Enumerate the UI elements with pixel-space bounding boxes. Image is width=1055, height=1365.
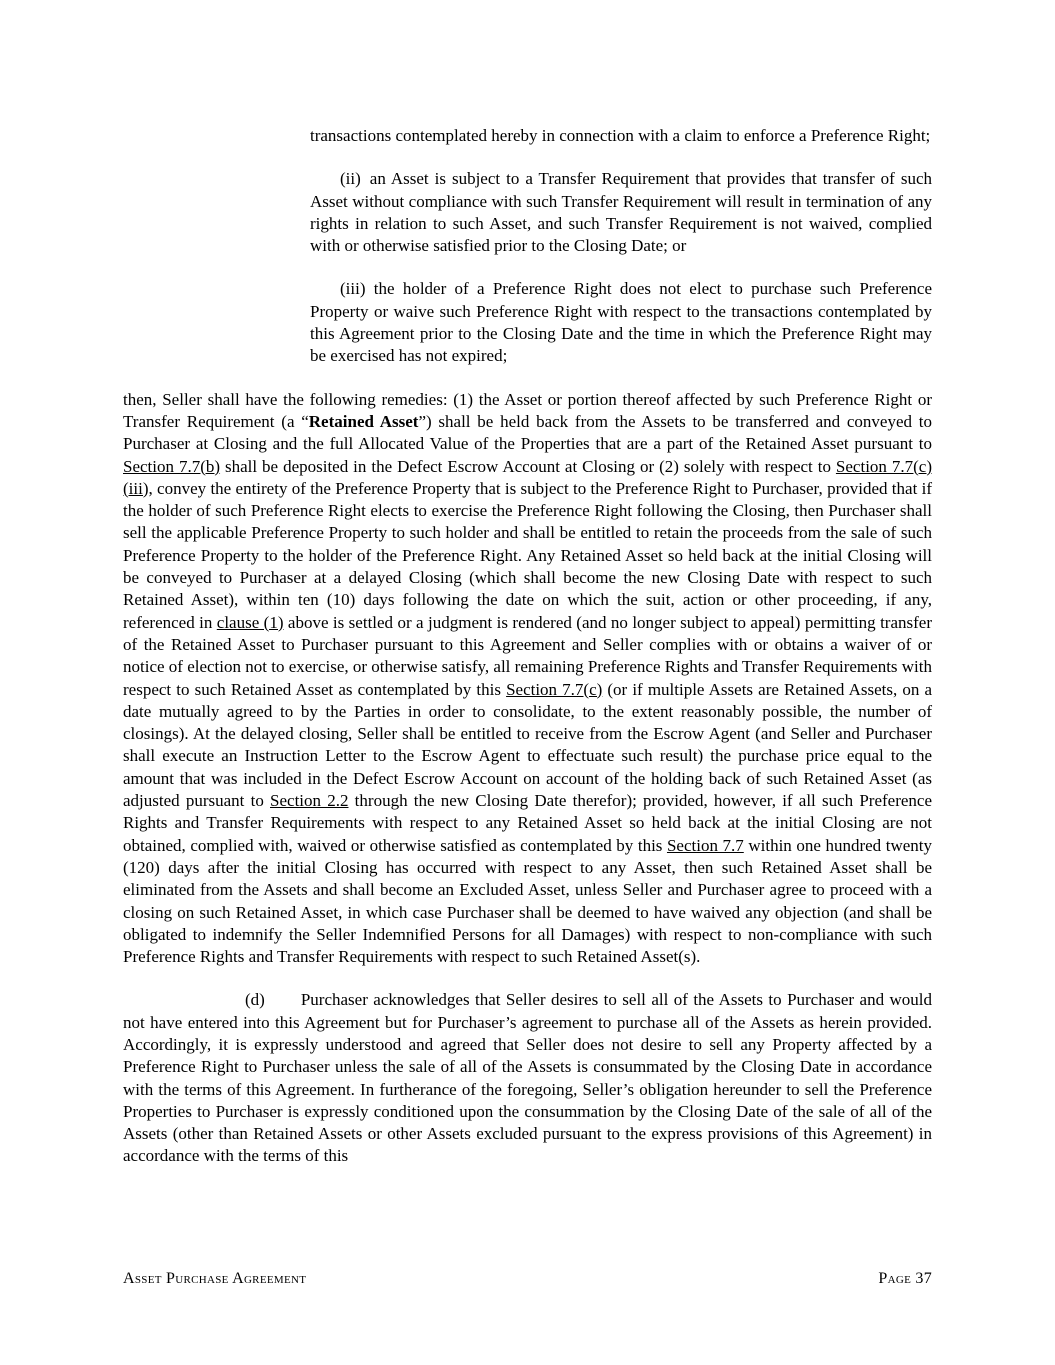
- paragraph-clause-d: (d) Purchaser acknowledges that Seller desires to sell all of the Assets to Purchaser and would not have entered into this Agreement but for Purchaser’s agreement to purchase all of the Assets as herein provided. Accordingly, it is expressly understood and agreed that Seller does not desire to sell any Property affected by a Preference Right to Purchaser unless the sale of all of the Assets is consummated by the Closing Date in accordance with the terms of this Agreement. In furtherance of the foregoing, Seller’s obligation hereunder to sell the Preference Properties to Purchaser is expressly conditioned upon the consummation by the Closing Date of the sale of all of the Assets (other than Retained Assets or other Assets excluded pursuant to the express provisions of this Agreement) in accordance with the terms of this: [123, 990, 932, 1166]
- document-body: [123, 125, 932, 1189]
- paragraph-clause-ii: (ii) an Asset is subject to a Transfer Requirement that provides that transfer of such Asset without compliance with such Transfer Requirement will result in termination of any rights in relation to such Asset, and such Transfer Requirement is not waived, complied with or otherwise satisfied prior to the Closing Date; or: [310, 169, 932, 256]
- page-footer: [123, 1268, 932, 1290]
- footer-page-number: Page 37: [878, 1270, 932, 1287]
- paragraph-clause-i-continuation: transactions contemplated hereby in connection with a claim to enforce a Preference Right;: [310, 126, 931, 145]
- paragraph-clause-iii: (iii) the holder of a Preference Right does not elect to purchase such Preference Property or waive such Preference Right with respect to the transactions contemplated by this Agreement prior to the Closing Date and the time in which the Preference Right may be exercised has not expired;: [310, 279, 932, 366]
- footer-document-title: Asset Purchase Agreement: [123, 1270, 307, 1287]
- paragraph-remedies: then, Seller shall have the following remedies: (1) the Asset or portion thereof affected by such Preference Right or Transfer Requirement (a “Retained Asset”) shall be held back from the Assets to be transferred and conveyed to Purchaser at Closing and the full Allocated Value of the Properties that are a part of the Retained Asset pursuant to Section 7.7(b) shall be deposited in the Defect Escrow Account at Closing or (2) solely with respect to Section 7.7(c)(iii), convey the entirety of the Preference Property that is subject to the Preference Right to Purchaser, provided that if the holder of such Preference Right elects to exercise the Preference Right following the Closing, then Purchaser shall sell the applicable Preference Property to such holder and shall be entitled to retain the proceeds from the sale of such Preference Property to the holder of the Preference Right. Any Retained Asset so held back at the initial Closing will be conveyed to Purchaser at a delayed Closing (which shall become the new Closing Date with respect to such Retained Asset), within ten (10) days following the date on which the suit, action or other proceeding, if any, referenced in clause (1) above is settled or a judgment is rendered (and no longer subject to appeal) permitting transfer of the Retained Asset to Purchaser pursuant to this Agreement and Seller complies with or obtains a waiver of or notice of election not to exercise, or otherwise satisfy, all remaining Preference Rights and Transfer Requirements with respect to such Retained Asset as contemplated by this Section 7.7(c) (or if multiple Assets are Retained Assets, on a date mutually agreed to by the Parties in order to consolidate, to the extent reasonably possible, the number of closings). At the delayed closing, Seller shall be entitled to receive from the Escrow Agent (and Seller and Purchaser shall execute an Instruction Letter to the Escrow Agent to effectuate such result) the purchase price equal to the amount that was included in the Defect Escrow Account on account of the holding back of such Retained Asset (as adjusted pursuant to Section 2.2 through the new Closing Date therefor); provided, however, if all such Preference Rights and Transfer Requirements with respect to any Retained Asset so held back at the initial Closing are not obtained, complied with, waived or otherwise satisfied as contemplated by this Section 7.7 within one hundred twenty (120) days after the initial Closing has occurred with respect to any Asset, then such Retained Asset shall be eliminated from the Assets and shall become an Excluded Asset, unless Seller and Purchaser agree to proceed with a closing on such Retained Asset, in which case Purchaser shall be deemed to have waived any objection (and shall be obligated to indemnify the Seller Indemnified Persons for all Damages) with respect to non-compliance with such Preference Rights and Transfer Requirements with respect to such Retained Asset(s).: [123, 389, 933, 967]
